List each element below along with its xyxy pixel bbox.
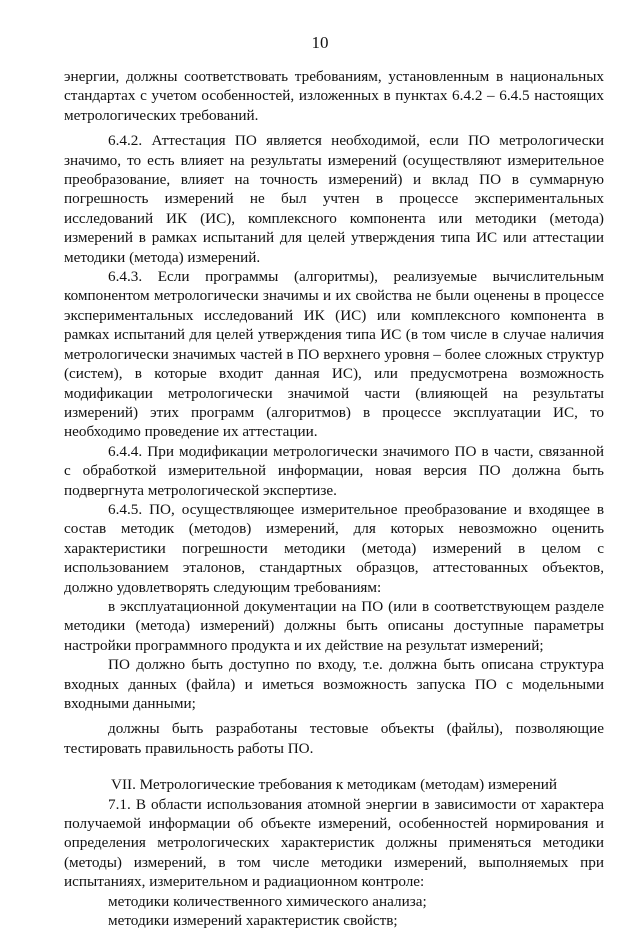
section-heading: VII. Метрологические требования к методикам (методам) измерений — [110, 776, 558, 794]
requirement-item-documentation: в эксплуатационной документации на ПО (или в соответствующем разделе методики (метода) измерений) должны быть описаны доступные параметры настройки программного продукта и их действие на результат измерений; — [64, 597, 604, 654]
requirement-item-input-access: ПО должно быть доступно по входу, т.е. должна быть описана структура входных данных (файла) и иметься возможность запуска ПО с модельными входными данными; — [64, 656, 604, 712]
paragraph-6-4-2: 6.4.2. Аттестация ПО является необходимой, если ПО метрологически значимо, то есть влияет на результаты измерений (осуществляют измерительное преобразование, влияет на точность измерений) и вклад ПО в суммарную погрешность измерений не был учтен в процессе экспериментальных исследований ИК (ИС), комплексного компонента или методики (метода) измерений в рамках испытаний для целей утверждения типа ИС или аттестации методики (метода) измерений. — [64, 132, 604, 266]
paragraph-continuation: энергии, должны соответствовать требованиям, установленным в национальных стандартах с учетом особенностей, изложенных в пунктах 6.4.2 – 6.4.5 настоящих метрологических требований. — [64, 68, 604, 124]
list-item-chemical-analysis: методики количественного химического анализа; — [108, 892, 427, 910]
document-body — [64, 67, 604, 930]
requirement-item-test-objects: должны быть разработаны тестовые объекты (файлы), позволяющие тестировать правильность работы ПО. — [64, 720, 604, 757]
page-number: 10 — [311, 33, 329, 52]
paragraph-7-1: 7.1. В области использования атомной энергии в зависимости от характера получаемой информации об объекте измерений, особенностей нормирования и определения метрологических характеристик должны применяться методики (методы) измерений, в том числе методики измерений, выполняемых при испытаниях, измерительном и радиационном контроле: — [64, 795, 604, 891]
paragraph-6-4-4: 6.4.4. При модификации метрологически значимого ПО в части, связанной с обработкой измерительной информации, новая версия ПО должна быть подвергнута метрологической экспертизе. — [64, 442, 604, 499]
list-item-property-characteristics: методики измерений характеристик свойств; — [108, 912, 398, 930]
paragraph-6-4-5: 6.4.5. ПО, осуществляющее измерительное преобразование и входящее в состав методик (методов) измерений, для которых невозможно оценить характеристики погрешности методики (метода) измерений в целом с использованием эталонов, стандартных образцов, аттестованных объектов, должно удовлетворять следующим требованиям: — [64, 500, 604, 596]
paragraph-6-4-3: 6.4.3. Если программы (алгоритмы), реализуемые вычислительным компонентом метрологически значимы и их свойства не были оценены в процессе экспериментальных исследований ИК (ИС) или комплексного компонента в рамках испытаний для целей утверждения типа ИС (в том числе в случае наличия метрологически значимых частей в ПО верхнего уровня – более сложных структур (систем), в которые входит данная ИС), или предусмотрена возможность модификации метрологически значимой части (влияющей на результаты измерений) этих программ (алгоритмов) в процессе эксплуатации ИС, то необходимо проведение их аттестации. — [64, 268, 604, 441]
